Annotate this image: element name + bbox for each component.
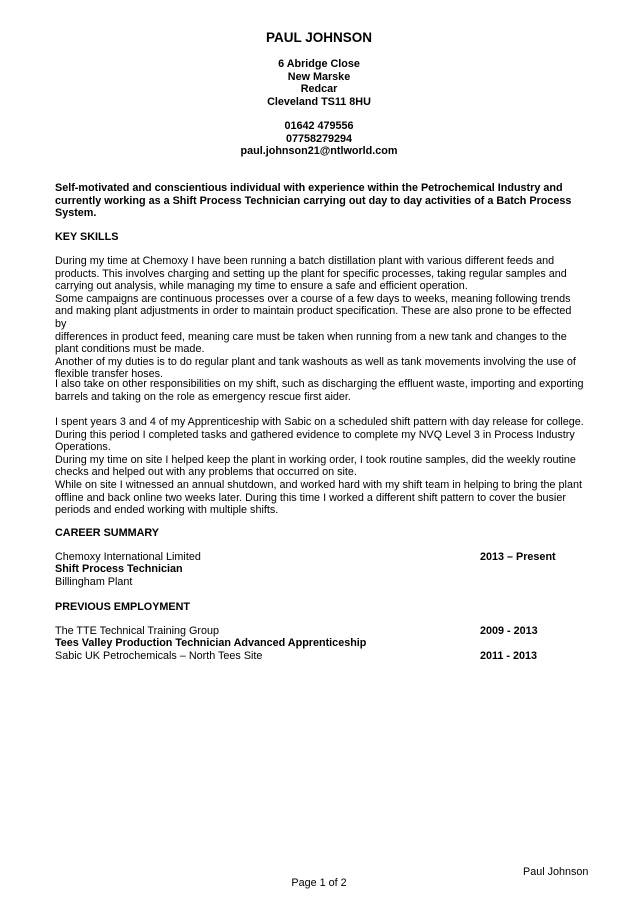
career-location: Billingham Plant — [55, 576, 133, 588]
text-line: products. This involves charging and setting up the plant for specific processes, taking regular samples and — [55, 267, 567, 280]
text-line: During this period I completed tasks and gathered evidence to complete my NVQ Level 3 in Process Industry — [55, 428, 575, 441]
key-skills-paragraph-2 — [55, 378, 585, 403]
email-address: paul.johnson21@ntlworld.com — [240, 145, 398, 157]
text-line: Some campaigns are continuous processes over a course of a few days to weeks, meaning following trends — [55, 292, 571, 305]
career-employer: Chemoxy International Limited — [55, 551, 201, 563]
text-line: and making plant adjustments in order to maintain product specification. These are also prone to be effected by — [55, 305, 572, 330]
previous-employer: The TTE Technical Training Group — [55, 625, 220, 637]
address-line: Cleveland TS11 8HU — [267, 95, 371, 108]
text-line: Operations. — [55, 441, 111, 454]
address-block — [0, 58, 638, 108]
text-line: carrying out analysis, while managing my time to ensure a safe and efficient operation. — [55, 280, 468, 293]
text-line: differences in product feed, meaning care must be taken when running from a new tank and changes to the — [55, 330, 567, 343]
text-line: During my time at Chemoxy I have been running a batch distillation plant with various different feeds and — [55, 255, 555, 267]
address-line: 6 Abridge Close — [278, 58, 360, 70]
previous-dates: 2009 - 2013 — [480, 625, 538, 637]
phone-number: 01642 479556 — [284, 120, 354, 132]
text-line: I spent years 3 and 4 of my Apprenticeship with Sabic on a scheduled shift pattern with day release for college. — [55, 416, 584, 428]
key-skills-heading: KEY SKILLS — [55, 231, 119, 243]
career-role: Shift Process Technician — [55, 563, 183, 575]
previous-role: Tees Valley Production Technician Advanced Apprenticeship — [55, 637, 367, 649]
text-line: flexible transfer hoses. — [55, 368, 164, 381]
key-skills-paragraph-3 — [55, 416, 585, 517]
text-line: plant conditions must be made. — [55, 343, 205, 356]
key-skills-paragraph-1 — [55, 255, 585, 381]
text-line: checks and helped out with any problems that occurred on site. — [55, 466, 357, 479]
text-line: During my time on site I helped keep the plant in working order, I took routine samples, did the weekly routine — [55, 453, 576, 466]
text-line: offline and back online two weeks later. During this time I worked a different shift pattern to cover the busier — [55, 491, 566, 504]
text-line: While on site I witnessed an annual shutdown, and worked hard with my shift team in helping to bring the plant — [55, 478, 582, 491]
contact-block — [0, 120, 638, 158]
text-line: I also take on other responsibilities on my shift, such as discharging the effluent waste, importing and exporting — [55, 378, 584, 390]
footer-name: Paul Johnson — [523, 866, 589, 878]
address-line: New Marske — [287, 70, 351, 83]
page-number: Page 1 of 2 — [291, 877, 347, 889]
previous-site-dates: 2011 - 2013 — [480, 650, 538, 662]
previous-employment-heading: PREVIOUS EMPLOYMENT — [55, 601, 190, 613]
career-summary-heading: CAREER SUMMARY — [55, 527, 159, 539]
profile-statement: Self-motivated and conscientious individual with experience within the Petrochemical Industry and currently working as a Shift Process Technician carrying out day to day activities of a Batch Process System. — [55, 182, 572, 220]
text-line: Another of my duties is to do regular plant and tank washouts as well as tank movements involving the use of — [55, 355, 576, 368]
address-line: Redcar — [300, 83, 338, 95]
text-line: periods and ended working with multiple shifts. — [55, 504, 279, 517]
career-dates: 2013 – Present — [480, 551, 556, 563]
text-line: barrels and taking on the role as emergency rescue first aider. — [55, 390, 351, 403]
candidate-name: PAUL JOHNSON — [265, 30, 373, 45]
phone-number: 07758279294 — [285, 132, 353, 145]
previous-site: Sabic UK Petrochemicals – North Tees Site — [55, 650, 263, 662]
previous-site-row — [55, 650, 585, 663]
